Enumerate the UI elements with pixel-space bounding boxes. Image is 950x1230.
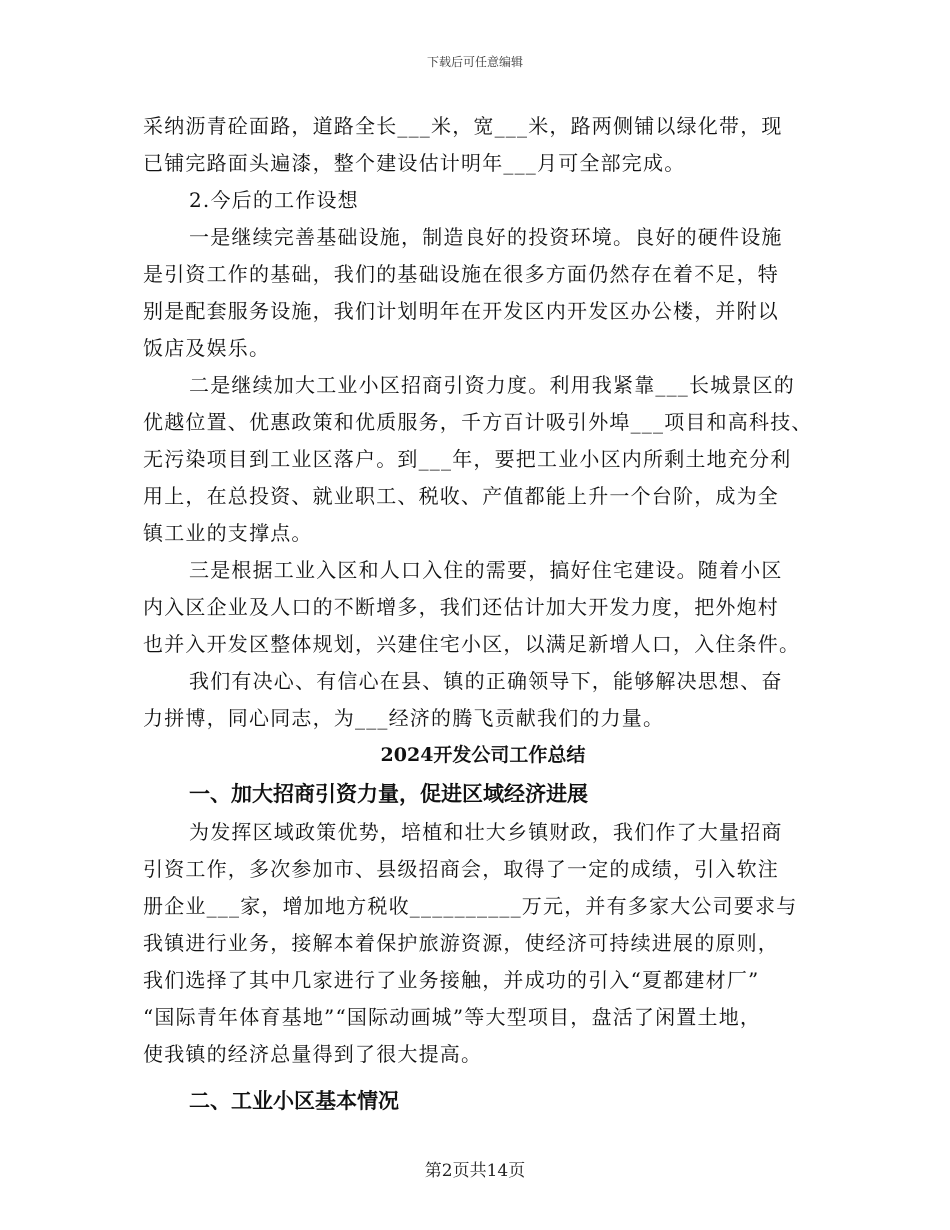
subsection-heading: 2.今后的工作设想 (189, 188, 359, 212)
body-line: 力拼博，同心同志，为___经济的腾飞贡献我们的力量。 (143, 706, 665, 730)
body-line: 已铺完路面头遍漆，整个建设估计明年___月可全部完成。 (143, 151, 686, 175)
body-line: 我们有决心、有信心在县、镇的正确领导下，能够解决思想、奋 (189, 669, 783, 693)
body-line: 为发挥区域政策优势，培植和壮大乡镇财政，我们作了大量招商 (189, 820, 783, 844)
document-title: 2024开发公司工作总结 (380, 744, 586, 766)
body-line: “国际青年体育基地”“国际动画城”等大型项目，盘活了闲置土地， (143, 1005, 762, 1029)
body-line: 别是配套服务设施，我们计划明年在开发区内开发区办公楼，并附以 (143, 299, 779, 323)
body-line: 采纳沥青砼面路，道路全长___米，宽___米，路两侧铺以绿化带，现 (143, 114, 783, 138)
body-line: 我们选择了其中几家进行了业务接触，并成功的引入“夏都建材厂” (143, 968, 760, 992)
document-body (143, 108, 823, 1121)
body-line: 也并入开发区整体规划，兴建住宅小区，以满足新增人口，入住条件。 (143, 632, 801, 656)
body-line: 镇工业的支撑点。 (143, 521, 313, 545)
section-heading-2: 二、工业小区基本情况 (189, 1088, 399, 1113)
body-line: 二是继续加大工业小区招商引资力度。利用我紧靠___长城景区的 (189, 373, 795, 397)
body-line: 用上，在总投资、就业职工、税收、产值都能上升一个台阶，成为全 (143, 484, 779, 508)
body-line: 三是根据工业入区和人口入住的需要，搞好住宅建设。随着小区 (189, 558, 783, 582)
body-line: 册企业___家，增加地方税收__________万元，并有多家大公司要求与 (143, 894, 798, 918)
body-line: 优越位置、优惠政策和优质服务，千方百计吸引外埠___项目和高科技、 (143, 410, 813, 434)
body-line: 是引资工作的基础，我们的基础设施在很多方面仍然存在着不足，特 (143, 262, 779, 286)
body-line: 一是继续完善基础设施，制造良好的投资环境。良好的硬件设施 (189, 225, 783, 249)
body-line: 使我镇的经济总量得到了很大提高。 (143, 1042, 483, 1066)
body-line: 无污染项目到工业区落户。到___年，要把工业小区内所剩土地充分利 (143, 447, 792, 471)
section-heading-1: 一、加大招商引资力量，促进区域经济进展 (189, 781, 588, 806)
page-number: 第2页共14页 (424, 1161, 526, 1181)
body-line: 内入区企业及人口的不断增多，我们还估计加大开发力度，把外炮村 (143, 595, 779, 619)
body-line: 引资工作，多次参加市、县级招商会，取得了一定的成绩，引入软注 (143, 857, 779, 881)
page-header: 下载后可任意编辑 (426, 55, 523, 69)
body-line: 我镇进行业务，接解本着保护旅游资源，使经济可持续进展的原则， (143, 931, 779, 955)
body-line: 饭店及娱乐。 (143, 336, 271, 360)
